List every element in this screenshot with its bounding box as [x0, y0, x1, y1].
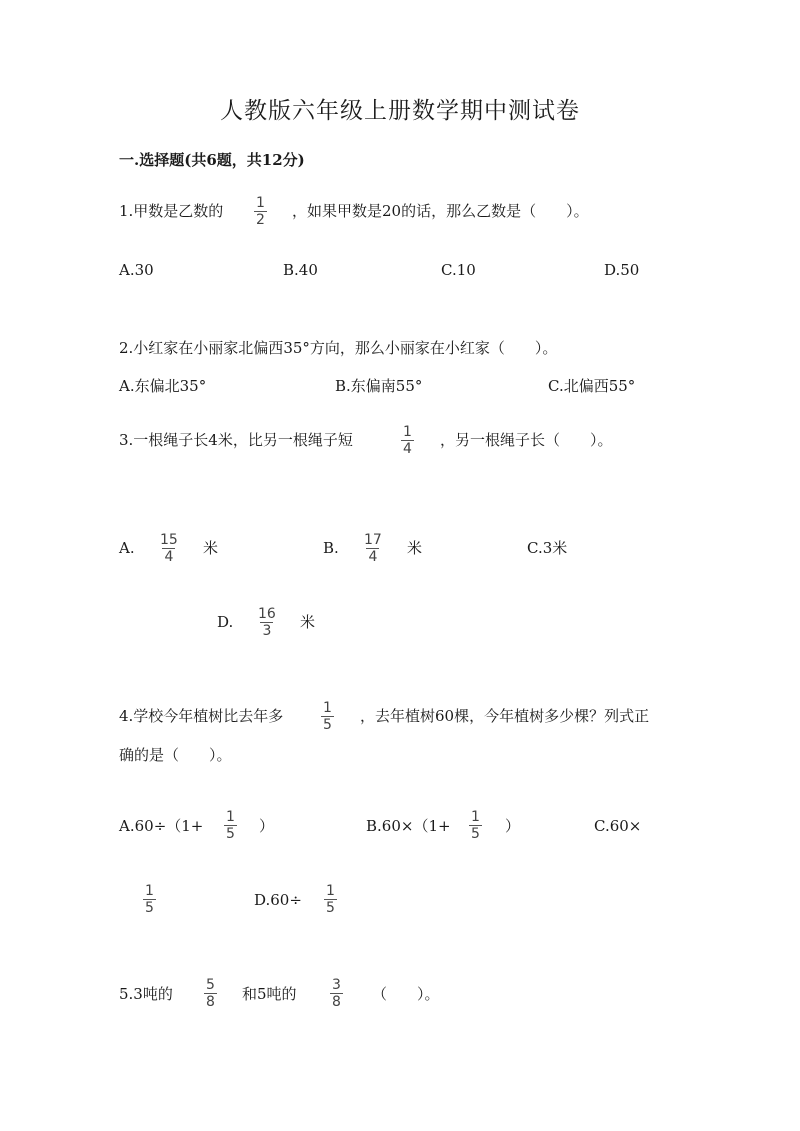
q1-text-before: 1.甲数是乙数的 — [119, 202, 224, 220]
q1-fraction — [254, 196, 267, 228]
q4-text-before: 4.学校今年植树比去年多 — [119, 707, 284, 725]
fraction-numerator: 3 — [332, 977, 341, 993]
q1-option-c: C.10 — [441, 261, 476, 279]
q4-option-d-label: D.60÷ — [254, 891, 302, 909]
fraction-denominator: 4 — [368, 549, 378, 565]
fraction-numerator: 16 — [258, 606, 276, 622]
q5-fraction-1 — [204, 978, 217, 1010]
fraction-numerator: 15 — [160, 532, 178, 548]
q4-option-a-label: A.60÷（1+ — [119, 817, 204, 835]
q4-option-a-fraction — [224, 810, 237, 842]
q3-option-a-unit: 米 — [203, 539, 219, 557]
q4-option-c-fraction — [143, 884, 156, 916]
q4-fraction — [321, 701, 334, 733]
fraction-numerator: 17 — [364, 532, 382, 548]
q2-option-a: A.东偏北35° — [119, 377, 207, 395]
q3-text-before: 3.一根绳子长4米，比另一根绳子短 — [119, 431, 353, 449]
q4-text-line2: 确的是（ ）。 — [119, 746, 232, 764]
q2-text: 2.小红家在小丽家北偏西35°方向，那么小丽家在小红家（ ）。 — [119, 339, 558, 357]
fraction-numerator: 1 — [471, 809, 480, 825]
fraction-denominator: 4 — [403, 441, 412, 457]
q4-option-b-label: B.60×（1+ — [366, 817, 451, 835]
q4-option-b-close: ） — [505, 817, 521, 835]
q2-option-c: C.北偏西55° — [548, 377, 636, 395]
q2-option-b: B.东偏南55° — [335, 377, 423, 395]
fraction-denominator: 2 — [256, 212, 265, 228]
fraction-numerator: 1 — [323, 700, 332, 716]
q3-text-after: ，另一根绳子长（ ）。 — [440, 431, 613, 449]
q1-option-b: B.40 — [283, 261, 318, 279]
q3-option-b-fraction — [362, 533, 384, 565]
q3-option-b-label: B. — [323, 539, 339, 557]
fraction-denominator: 5 — [326, 900, 335, 916]
q5-fraction-2 — [330, 978, 343, 1010]
fraction-numerator: 1 — [226, 809, 235, 825]
fraction-numerator: 5 — [206, 977, 215, 993]
fraction-denominator: 8 — [206, 994, 215, 1010]
fraction-denominator: 3 — [262, 623, 272, 639]
fraction-numerator: 1 — [403, 424, 412, 440]
fraction-numerator: 1 — [326, 883, 335, 899]
q4-option-c-label: C.60× — [594, 817, 642, 835]
fraction-denominator: 5 — [471, 826, 480, 842]
q3-option-b-unit: 米 — [407, 539, 423, 557]
q5-text-middle: 和5吨的 — [242, 985, 297, 1003]
fraction-denominator: 4 — [164, 549, 174, 565]
q5-text-before: 5.3吨的 — [119, 985, 173, 1003]
fraction-denominator: 8 — [332, 994, 341, 1010]
fraction-numerator: 1 — [256, 195, 265, 211]
q3-option-d-unit: 米 — [300, 613, 316, 631]
fraction-numerator: 1 — [145, 883, 154, 899]
fraction-denominator: 5 — [323, 717, 332, 733]
q5-text-after: （ ）。 — [372, 985, 440, 1003]
fraction-denominator: 5 — [226, 826, 235, 842]
q4-text-after: ，去年植树60棵，今年植树多少棵？列式正 — [360, 707, 650, 725]
q3-option-d-label: D. — [217, 613, 234, 631]
q3-option-a-label: A. — [119, 539, 135, 557]
q1-text-after: ，如果甲数是20的话，那么乙数是（ ）。 — [292, 202, 589, 220]
section-heading: 一.选择题(共6题，共12分) — [119, 151, 305, 169]
q3-option-d-fraction — [256, 607, 278, 639]
q3-option-c: C.3米 — [527, 539, 568, 557]
page-title: 人教版六年级上册数学期中测试卷 — [220, 98, 580, 124]
q3-fraction — [401, 425, 414, 457]
q4-option-d-fraction — [324, 884, 337, 916]
q4-option-b-fraction — [469, 810, 482, 842]
q3-option-a-fraction — [158, 533, 180, 565]
q1-option-d: D.50 — [604, 261, 640, 279]
fraction-denominator: 5 — [145, 900, 154, 916]
q1-option-a: A.30 — [119, 261, 154, 279]
q4-option-a-close: ） — [259, 817, 275, 835]
